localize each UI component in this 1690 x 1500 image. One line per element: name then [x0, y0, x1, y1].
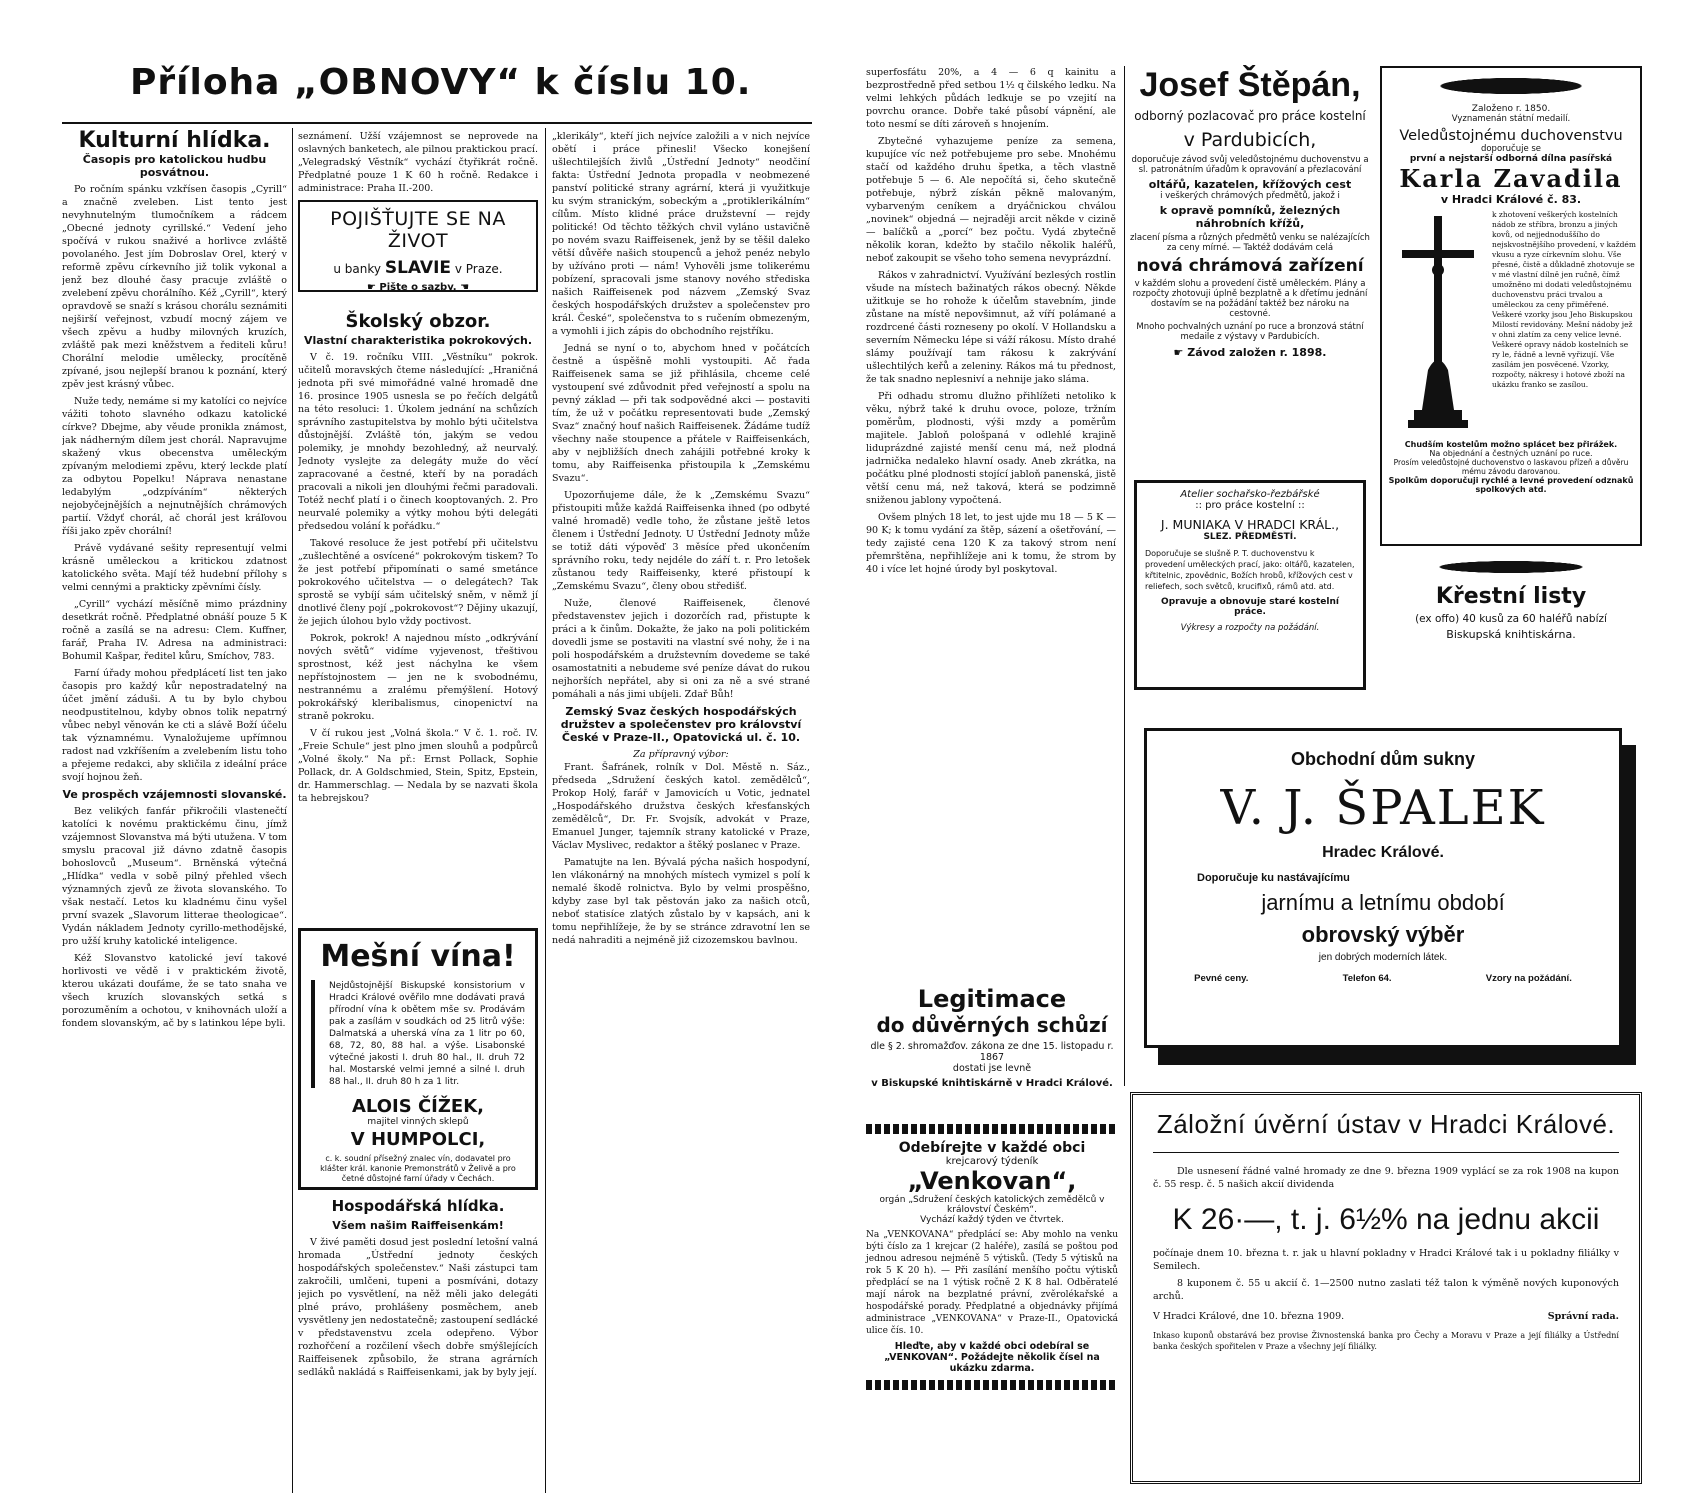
muniak-ad — [1134, 480, 1366, 690]
paragraph: V čí rukou jest „Volná škola.“ V č. 1. roč. IV. „Freie Schule“ jest plno jmen slouhů a podpůrců „Volné školy.“ Na př.: Ernst Pollack, Sophie Pollack, dr. A Goldschmied, Stein, Spitz, Epstein, dr. Hammerschlag. — Nedala by se nazvati škola ta hebrejskou? — [298, 728, 538, 804]
zavadil-body — [1388, 210, 1634, 440]
article-title-slavic: Ve prospěch vzájemnosti slovanské. — [62, 788, 287, 801]
masthead-rule — [62, 122, 812, 124]
paragraph: Nuže, členové Raiffeisenek, členové představenstev jejich i dozorčích rad, přistupte k práci a k činům. Dokažte, že jako na poli politickém dovedli jsme se postaviti na vlastní své nohy, že i na poli hospodářském a družstevním dovedeme se také osamostatniti a nebudeme své peníze dávat do rukou nejhorších nepřátel, aby si oni za ně a své strané pomáhali a nás jimi ubíjeli. Zdař Bůh! — [552, 598, 810, 700]
muniak-street: SLEZ. PŘEDMĚSTÍ. — [1203, 532, 1297, 542]
insurance-prefix: u banky — [333, 262, 382, 276]
insurance-ad — [298, 200, 538, 292]
zavadil-founded: Založeno r. 1850. — [1471, 104, 1551, 114]
spalek-season: jarnímu a letnímu období — [1261, 890, 1505, 915]
stepan-name: Josef Štěpán, — [1139, 66, 1361, 104]
insurance-suffix: v Praze. — [454, 262, 503, 276]
legitimation-subtitle: do důvěrných schůzí — [876, 1013, 1108, 1037]
spalek-samples: Vzory na požádání. — [1485, 973, 1572, 984]
legitimation-law: dle § 2. shromažďov. zákona ze dne 15. listopadu r. 1867 — [870, 1041, 1114, 1063]
wine-seller-name: ALOIS ČÍŽEK, — [351, 1096, 485, 1117]
spalek-footer — [1147, 973, 1619, 984]
insurance-bank-name: SLAVIE — [384, 258, 452, 278]
spalek-ad — [1144, 728, 1622, 1048]
committee-label: Za přípravný výbor: — [633, 749, 729, 760]
stepan-founded — [1130, 346, 1370, 359]
zavadil-foot2: Na objednání a čestných uznání po ruce. — [1429, 449, 1593, 458]
signature-union: Zemský Svaz českých hospodářských družstev a společenstev pro království České v Praze-II., Opatovická ul. č. 10. — [560, 705, 802, 744]
bank-ad — [1130, 1092, 1642, 1484]
paragraph: „klerikály“, kteří jich nejvíce založili a v nich nejvíce obětí i práce přinesli! Všecko konejšení ušlechtilejších živlů „Ústřední Jednoty“ neodčiní fakta: Ústřední Jednota propadla v neobmezené panství politické strany agrární, která ji využitkuje ku svým stranickým, sobeckým a „protiklerikálním“ cílům. Místo klidné práce družstevní — rejdy politické! Od těchto těžkých chvil vyláno ustavičně po novém svazu Raiffeisenek, jenž by se těšil daleko větší důvěře našich stoupenců a jehož penéz nebylo by užíváno proti — nám! Vyhověli jsme tolikerému pobízení, spracovali jsme stanovy nového střediska našich Raiffeisenek pod názvem „Zemský Svaz českých hospodářských družstev a společenstev pro král. České“, společenstva to s ručením obmezeným, a vymohli i jich zápis do obchodního rejstříku. — [552, 131, 810, 337]
venkovan-line1: Odebírejte v každé obci — [898, 1140, 1086, 1156]
zavadil-greeting: Veledůstojnému duchovenstvu — [1399, 128, 1623, 144]
spalek-line1: Obchodní dům sukny — [1290, 749, 1475, 769]
paragraph: Pamatujte na len. Bývalá pýcha našich hospodyní, len vlákonárný na mnohých místech vymizel s polí k nemalé škodě rolnictva. Bylo by velmi prospěšno, kdyby zase byl tak pěstován jako za našich otců, neboť statisíce zlatých zůstalo by v kapsách, ani k tomu nepřihlížeje, že by se stránce zdravotní len se nedá nahraditi a nejméně již cizozemskou bavlnou. — [552, 857, 810, 946]
column-agriculture — [298, 1196, 538, 1496]
venkovan-name: „Venkovan“, — [907, 1167, 1077, 1195]
paragraph: superfosfátu 20%, a 4 — 6 q kainitu a bezprostředně před setbou 1½ q čilského ledku. Na velmi lehkých půdách ledkuje se po vzejití na povrchu orance. Dobře také působí vápnění, ale toto nesmí se díti zároveň s hnojením. — [866, 67, 1116, 130]
decorative-scroll — [1380, 556, 1642, 578]
column-culture — [62, 130, 287, 1495]
column-divider — [545, 128, 546, 1493]
baptism-certificates-ad — [1380, 556, 1642, 686]
muniak-footer: Výkresy a rozpočty na požádání. — [1180, 623, 1320, 633]
stepan-ad — [1130, 66, 1370, 466]
bank-line3: 8 kuponem č. 55 u akcií č. 1—2500 nutno zaslati též talon k výměně nových kuponových archů. — [1153, 1278, 1619, 1302]
masthead: Příloha „OBNOVY“ k číslu 10. — [130, 62, 752, 103]
article-title-raiffeisen: Všem našim Raiffeisenkám! — [332, 1219, 504, 1232]
zavadil-ad — [1380, 66, 1642, 546]
stepan-line4: v každém slohu a provedení čistě uměleckém. Plány a rozpočty zhotovuji úplně bezplatně a k dřetímu jednání dostavím se na požádání taktéž bez nároku na cestovné. — [1132, 279, 1368, 319]
legitimation-title: Legitimace — [917, 985, 1067, 1013]
paragraph: Kéž Slovanstvo katolické jeví takové horlivosti ve vědě i v praktickém životě, kterou ukázati doufáme, že se tato snaha ve všech kruzích slovanských setká s porozuměním a ochotou, v knihovnách uloží a fondem slovanským, ač by s latinkou lépe byli. — [62, 953, 287, 1029]
venkovan-closing: Hleďte, aby v každé obci odebíral se „VENKOVAN“. Požádejte několik čísel na ukázku zdarma. — [884, 1341, 1100, 1374]
insurance-note — [310, 282, 526, 293]
stepan-bold3: nová chrámová zařízení — [1136, 256, 1364, 276]
article-title-progressive: Vlastní charakteristika pokrokových. — [303, 334, 533, 347]
zavadil-foot3: Prosím veledůstojné duchovenstvo o laskavou přízeň a důvěru mému závodu darovanou. — [1393, 458, 1629, 476]
paragraph: Rákos v zahradnictví. Využívání bezlesých rostlin všude na místech bažinatých rákos obecný. Někde užitkuje se ho rohože k účelům stavebním, jinde zůstane na místě nepovšimnut, až víří polámané a rozdrcené části rozneseny po okolí. V Hollandsku a severním Německu lépe si váží rákosu. Místo drahé slámy používají tam rákosu k zakrývání ušlechtilých keřů a zeleniny. Rákos má tu přednost, že tak snadno neplesniví a nehnije jako sláma. — [866, 270, 1116, 385]
paragraph: Takové resoluce že jest potřebí při učitelstvu „zušlechtěné a osvícené“ pokrokovým tiskem? To že jest potřebí připomínati o samé smetánce pokrokového učitelstva — o delegátech? Tak sprostě se vybíjí sám učitelský sněm, v němž jí dnotlivé členy pojí „pokrokovost“? Dějiny ukazují, že jejich úlohou bylo vždy poctivost. — [298, 538, 538, 627]
bank-signature: Správní rada. — [1547, 1311, 1619, 1322]
venkovan-line2: krejcarový týdeník — [945, 1156, 1039, 1167]
column-divider — [1124, 66, 1125, 1086]
article-title-cyrill: Časopis pro katolickou hudbu posvátnou. — [82, 153, 267, 179]
paragraph: Bez velikých fanfár přikročili vlastenečtí katolíci k novému praktickému činu, jímž vzájemnost Slovanstva má býti utužena. V tom smyslu pracoval již dávno zdatně časopis bohoslovců „Museum“. Brněnská výtečná „Hlídka“ vedla v sobě pilný přehled všech významných zjevů ze života slovanského. To však nestačí. Letos ku kladnému činu vyšel první svazek „Slavorum litterae theologicae“. Vydán nákladem Jednoty cyrillo-methodějské, pro užší kruhy katolické inteligence. — [62, 806, 287, 947]
wine-seller-city: V HUMPOLCI, — [350, 1129, 486, 1150]
zavadil-city: v Hradci Králové č. 83. — [1440, 193, 1582, 206]
crucifix-icon — [1388, 210, 1488, 440]
paragraph: Nuže tedy, nemáme si my katolíci co nejvíce vážiti tohoto slavného odkazu katolické církve? Dbejme, aby věude pronikla známost, jak nádherným dílem jest chorál. Napravujme skažený vkus obecenstva uměleckým zpívaným melodiemi zpěvu, který leckde platí za odbytou Popelku! Náprava nenastane ledabylým „odzpíváním“ některých nejobyčejnějších a nejnutnějších chrámových partií. Vždyť chorál, ač chorál jest kráľovou říši jako zpěv chorální! — [62, 396, 287, 537]
column-raiffeisen — [552, 130, 810, 1495]
bank-line2: počínaje dnem 10. března t. r. jak u hlavní pokladny v Hradci Králové tak i u pokladny filiálky v Semilech. — [1153, 1248, 1619, 1272]
wine-seller-role: majitel vinných sklepů — [367, 1117, 469, 1127]
spalek-prices: Pevné ceny. — [1194, 973, 1249, 984]
spalek-name: V. J. ŠPALEK — [1220, 780, 1546, 836]
paragraph: Po ročním spánku vzkřísen časopis „Cyrill“ a značně zveleben. List tento jest nevyhnutelným tlumočníkem a rádcem „Obecné jednoty cyrillské.“ Vedení jeho spočívá v rukou snaživé a horlivce zvláště povolaného. Jest jím Dobroslav Orel, který v reformě zpěvu církevního již tolik vykonal a jenž bez dlouhé časy pracuje zvláště o zvelebení zpěvu chorálního. Kéž „Cyrill“, který opravdově se snaží s krásou chorálu seznámiti nejširší veřejnost, vzbudí mocný zájem ve všech zpěvu a hudby milovných kruzích, zvláště pak mezi kněžstvem a řediteli kůru! Chorální melodie umělecky, procítěně zpívané, jsou nejlepší branou k poznání, který zpěv jest krásný vůbec. — [62, 184, 287, 390]
paragraph: seznámení. Užší vzájemnost se neprovede na oslavných banketech, ale pilnou praktickou prací. „Velegradský Věstník“ vychází čtyřikrát ročně. Předplatné pouze 1 K 60 h ročně. Redakce i administrace: Praha II.-200. — [298, 131, 538, 194]
zavadil-medal: Vyznamenán státní medailí. — [1451, 114, 1571, 124]
spalek-city: Hradec Králové. — [1322, 844, 1444, 861]
legitimation-where: v Biskupské knihtiskárně v Hradci Králové. — [871, 1078, 1113, 1089]
spalek-selection: obrovský výběr — [1301, 922, 1465, 947]
spalek-phone: Telefon 64. — [1342, 973, 1392, 984]
paragraph: V č. 19. ročníku VIII. „Věstníku“ pokrok. učitelů moravských čteme následující: „Hraničná jednota při své mimořádné valné hromadě dne 16. prosince 1905 usnesla se po řečích delgátů na této resoluci: 1. Úkolem jednání na schůzích správního zastupitelstva by mohlo býti učitelstva důstojnější. Zvláště tón, jakým se vedou polemiky, je mnohdy bezohledný, až neurvalý. Jednoty vyslejte za delegáty muže do věcí zapracované a čestné, kteří by na poradách pracovali a nikoli jen dlouhými řečmi paradovali. Totéž nechť platí i o činech kooptovaných. 2. Pro neurvalé polemiky a výtky mohou býti delegáti předsedou volání k pořádku.“ — [298, 352, 538, 532]
zavadil-recommends: doporučuje se — [1480, 144, 1542, 154]
decorative-border — [866, 1380, 1118, 1390]
wine-footer: c. k. soudní přísežný znalec vín, dodavatel pro klášter král. kanonie Premonstrátů v Želivě a pro četné důstojné farní úřady v Čechách. — [320, 1154, 516, 1183]
paragraph: V živé paměti dosud jest poslední letošní valná hromada „Ústřední jednoty českých hospodářských společenstev.“ Naši zástupci tam zakročili, umlčeni, tupeni a posmíváni, dotazy jejich po vysvětlení, na něž měli jako delegáti plné právo, prohlášeny posměchem, aneb vysvětleny jen nedostatečně; zastoupení sedlácké v představenstvu zcela odepřeno. Výbor rozhořčení a rozčilení všech dobře smýšlejících Raiffeisenek způsobilo, že strana agrárních sedláků nakládá s Raiffeisenkami, jak by byly její. — [298, 1237, 538, 1378]
pointing-hand-icon: ☚ — [460, 282, 470, 293]
paragraph: Právě vydávané sešity representují velmi krásně uměleckou a kritickou zdatnost katolického světa. Mají též hudební přílohy s velmi cennými a prakticky zpěvními čísly. — [62, 543, 287, 593]
insurance-bank-line — [310, 258, 526, 278]
column-garden — [866, 66, 1116, 976]
baptism-line2: Biskupská knihtiskárna. — [1446, 628, 1576, 641]
legitimation-availability: dostati jse levně — [952, 1063, 1032, 1074]
right-page — [858, 0, 1690, 1500]
stepan-profession: odborný pozlacovač pro práce kostelní — [1134, 109, 1366, 123]
muniak-repair: Opravuje a obnovuje staré kostelní práce. — [1161, 597, 1339, 617]
wine-title: Mešní vína! — [320, 939, 516, 974]
section-title-school: Školský obzor. — [345, 311, 491, 332]
stepan-line2: i veškerých chrámových předmětů, jakož i — [1160, 191, 1340, 201]
bank-date: V Hradci Králové, dne 10. března 1909. — [1153, 1311, 1345, 1322]
stepan-line3: zlacení písma a různých předmětů venku se nalézajících za ceny mírné. — Taktéž dodávám celá — [1130, 233, 1370, 253]
column-divider — [292, 128, 293, 1493]
paragraph: Pokrok, pokrok! A najednou místo „odkrývání nových světů“ vidíme vyjevenost, třeštivou sprostnost, kéž jest náchylna ke všem nepřístojnostem — jen ne k svobodnému, nestrannému a zralému přemýšlení. Hotový pokrokářský kleribalismus, cinopenictví na straně pokroku. — [298, 633, 538, 722]
venkovan-line4: Vychází každý týden ve čtvrtek. — [920, 1215, 1064, 1225]
paragraph: Farní úřady mohou předplácetí list ten jako časopis pro každý kůr nepostradatelný na účet jmění záduši. A tu by bylo chybou neodpustitelnou, kdyby obnos tolik nepatrný vůbec nebyl věnován ke cti a slávě Boží účelu tak významnému. Vynaložujeme upřímnou radost nad vzkříšením a zvelebením listu toho a přejeme redakci, aby skličila z ideální práce svojí hojnou žeň. — [62, 668, 287, 783]
bank-line1: Dle usnesení řádné valné hromady ze dne 9. března 1909 vyplácí se za rok 1908 na kupon č. 55 resp. č. 5 našich akcií dividenda — [1153, 1166, 1619, 1190]
section-title-culture: Kulturní hlídka. — [78, 130, 271, 153]
zavadil-foot1: Chudším kostelům možno splácet bez přirážek. — [1404, 440, 1618, 449]
venkovan-text: Na „VENKOVANA“ předplácí se: Aby mohlo na venku býti číslo za 1 krejcar (2 haléře), zasílá se poštou pod jednou adresou nejméně 5 výtisků. (Tedy 5 výtisků na rok 5 K 20 h). — Při zasílání menšího počtu výtisků předplácí se na 1 výtisk ročně 2 K 8 hal. Odběratelé mají nárok na bezplatné právní, zvěrolékařské a hospodářské porady. Předplatné a objednávky přijímá administrace „VENKOVANA“ v Praze-II., Opatovická ulice čís. 10. — [866, 1230, 1118, 1336]
paragraph: Zbytečné vyhazujeme peníze za semena, kupujíce víc než potřebujeme pro sebe. Mnohému stačí od každého druhu špetka, a těch vlastně potřebuje 5 — 6. Ale nepočítá si, čeho skutečně potřebuje, nýbrž získán pěkně malovaným, vybarveným ceníkem a dryáčnickou chválou „novinek“ objedná — nejraději arcit někde v cizině — balíčků a „porcí“ bez počtu. Vydá zbytečně několik koran, kdežto by stačilo několik haléřů, neboť zakoupit se všeho toho semena nevyprázdní. — [866, 136, 1116, 264]
spalek-recommends: Doporučuje ku nastávajícímu — [1197, 872, 1350, 884]
stepan-line5: Mnoho pochvalných uznání po ruce a bronzová státní medaile z výstavy v Pardubicích. — [1136, 322, 1364, 342]
bank-signoff — [1153, 1311, 1619, 1322]
paragraph: Upozorňujeme dále, že k „Zemskému Svazu“ přistoupiti může každá Raiffeisenka ihned (po odbyté valné hromadě) vedle toho, že zůstane ještě letos členem i Ústřední Jednoty. U Ústřední Jednoty může se totiž dáti výpověď 3 měsíce před ukončením správního roku, tedy nejdéle do září t. r. Pro letošek zůstanou tedy Raiffeisenky, které přistoupí k „Zemskému Svazu“, členy obou středišť. — [552, 490, 810, 592]
venkovan-ad — [866, 1124, 1118, 1484]
zavadil-first: první a nejstarší odborná dílna pasířská — [1409, 154, 1613, 164]
decorative-border — [866, 1124, 1118, 1134]
pointing-hand-icon: ☛ — [366, 282, 376, 293]
pointing-hand-icon: ☛ — [1173, 346, 1184, 359]
paragraph: Ovšem plných 18 let, to jest ujde mu 18 — 5 K — 90 K; k tomu vydání za štěp, sázení a ošetřování, — tedy zajisté cena 120 K za takový strom není přemrštěna, nepřihlížeje ani k tomu, že strom by 40 i více let hojné úrody byl poskytoval. — [866, 512, 1116, 575]
legitimation-ad — [866, 985, 1118, 1110]
insurance-note-text: Pište o sazby. — [379, 282, 457, 293]
paragraph: „Cyrill“ vychází měsíčně mimo prázdniny desetkrát ročně. Předplatné obnáší pouze 5 K ročně a zasílá se na adresu: Clem. Kuffner, farář, Praha IV. Adresa na administraci: Bohumil Kašpar, ředitel kůru, Smíchov, 783. — [62, 599, 287, 662]
spalek-goods: jen dobrých moderních látek. — [1318, 952, 1448, 963]
venkovan-line3: orgán „Sdružení českých katolických zemědělců v království Českém“. — [879, 1195, 1105, 1215]
baptism-line1: (ex offo) 40 kusů za 60 haléřů nabízí — [1415, 613, 1607, 625]
wine-ad — [298, 928, 538, 1190]
left-page — [0, 0, 832, 1500]
insurance-title: POJIŠŤUJTE SE NA ŽIVOT — [330, 208, 506, 252]
stepan-bold2: k opravě pomníků, železných náhrobních křížů, — [1159, 204, 1341, 230]
stepan-city: v Pardubicích, — [1183, 129, 1317, 151]
page-gutter — [832, 0, 858, 1500]
zavadil-foot4: Spolkům doporučuji rychlé a levné provedení odznaků spolkových atd. — [1388, 476, 1634, 494]
stepan-founded-text: Závod založen r. 1898. — [1187, 346, 1327, 359]
paragraph: Při odhadu stromu dlužno přihlížeti netoliko k věku, nýbrž také k druhu ovoce, poloze, tržním poměrům, plodnosti, výši mzdy a poměrům majitele. Jabloň pološpaná v odlehlé krajině liduprázdné zajisté menší cenu má, než plodná jadrnička nedaleko hlavní osady. Aneb zkrátka, na počátku plné plodnosti stojící jabloň panenská, jistě větší cenu má, než taková, která se podzimně sniženou jablony vypočtená. — [866, 391, 1116, 506]
paragraph: Frant. Šafránek, rolník v Dol. Městě n. Sáz., předseda „Sdružení českých katol. zemědělců“, Prokop Holý, farář v Jamovicích u Votic, jednatel „Hospodářského družstva českých křesťanských zemědělců“, Dr. Fr. Svojsík, advokát v Praze, Emanuel Junger, tajemník strany katolické v Praze, Václav Myslivec, redaktor a štěký poslanec v Praze. — [552, 762, 810, 851]
muniak-name: J. MUNIAKA V HRADCI KRÁL., — [1160, 517, 1340, 532]
section-title-agriculture: Hospodářská hlídka. — [331, 1197, 505, 1215]
baptism-title: Křestní listy — [1435, 584, 1587, 609]
muniak-line2: :: pro práce kostelní :: — [1195, 500, 1305, 511]
stepan-line1: doporučuje závod svůj veledůstojnému duchovenstvu a sl. patronátním úřadům k opravování a přezlacování — [1131, 155, 1369, 175]
zavadil-text: k zhotovení veškerých kostelních nádob ze stříbra, bronzu a jiných kovů, od nejjednoduššího do nejskvostnějšího provedení, v každém vkusu a ryze církevním slohu. Vše přesné, čistě a důkladně zhotovuje se v mé vlastní dílně jen ručně, čímž umožněno mi dodati veledůstojnému duchovenstvu práci trvalou a uměleckou za ceny přiměřené. Veškeré vzorky jsou Jeho Biskupskou Milostí revidovány. Mešní nádoby jež v ohni zlatím za ceny velice levné. Veškeré opravy nádob kostelních se ry le, řádně a levně vyřizují. Vše zasílám jen posvěcené. Vzorky, rozpočty, nákresy i hotové zboží na ukázku franko se zasílou. — [1492, 210, 1636, 389]
stepan-bold1: oltářů, kazatelen, křížových cest — [1148, 178, 1352, 191]
muniak-text: Doporučuje se slušně P. T. duchovenstvu k provedení uměleckých prací, jako: oltářů, kazatelen, křtitelnic, zpovědnic, Božích hrobů, křížových cest v reliefech, soch světců, krucifixů, rámů atd. atd. — [1145, 549, 1355, 591]
bank-dividend: K 26·—, t. j. 6½% na jednu akcii — [1172, 1203, 1600, 1236]
paragraph: Jedná se nyní o to, abychom hned v počátcích čestně a úspěšně mohli vystoupiti. Ač řada Raiffeisenek sama se již přihlásila, chceme celé vystoupení své zdůvodnit před veřejností a spolu na pevný základ — při tak sodpovědné akci — postaviti tím, že už v počátku representovati bude „Zemský Svaz“ značný houf našich Raiffeisenek. Žádáme tudíž všechny naše stoupence a přátele v Raiffeisenkách, aby v nejbližších dnech zahájili potřebné kroky k tomu, aby Raiffeisenka přistoupila k „Zemskému Svazu“. — [552, 343, 810, 484]
zavadil-name: Karla Zavadila — [1399, 164, 1623, 193]
wine-text: Nejdůstojnější Biskupské konsistorium v Hradci Králové ověřilo mne dodávati pravá přírodní vína k obětem mše sv. Prodávám pak a zasílám v soudkách od 25 litrů výše: Dalmatská a uherská vína za 1 litr po 60, 68, 72, 80, 88 hal. a výše. Lisabonské výtečné jakosti I. druh 80 hal., II. druh 72 hal. Mostarské velmi jemné a silné I. druh 88 hal., II. druh 80 h za 1 litr. — [311, 980, 525, 1088]
bank-line4: Inkaso kuponů obstarává bez provise Živnostenská banka pro Čechy a Moravu v Praze a její filiálky a Ústřední banka českých spořitelen v Praze a všechny její filiálky. — [1153, 1331, 1619, 1351]
bank-title: Záložní úvěrní ústav v Hradci Králové. — [1156, 1109, 1616, 1139]
decorative-scroll — [1388, 72, 1634, 100]
divider — [1153, 1152, 1619, 1153]
muniak-line1: Atelier sochařsko-řezbářské — [1180, 489, 1320, 500]
